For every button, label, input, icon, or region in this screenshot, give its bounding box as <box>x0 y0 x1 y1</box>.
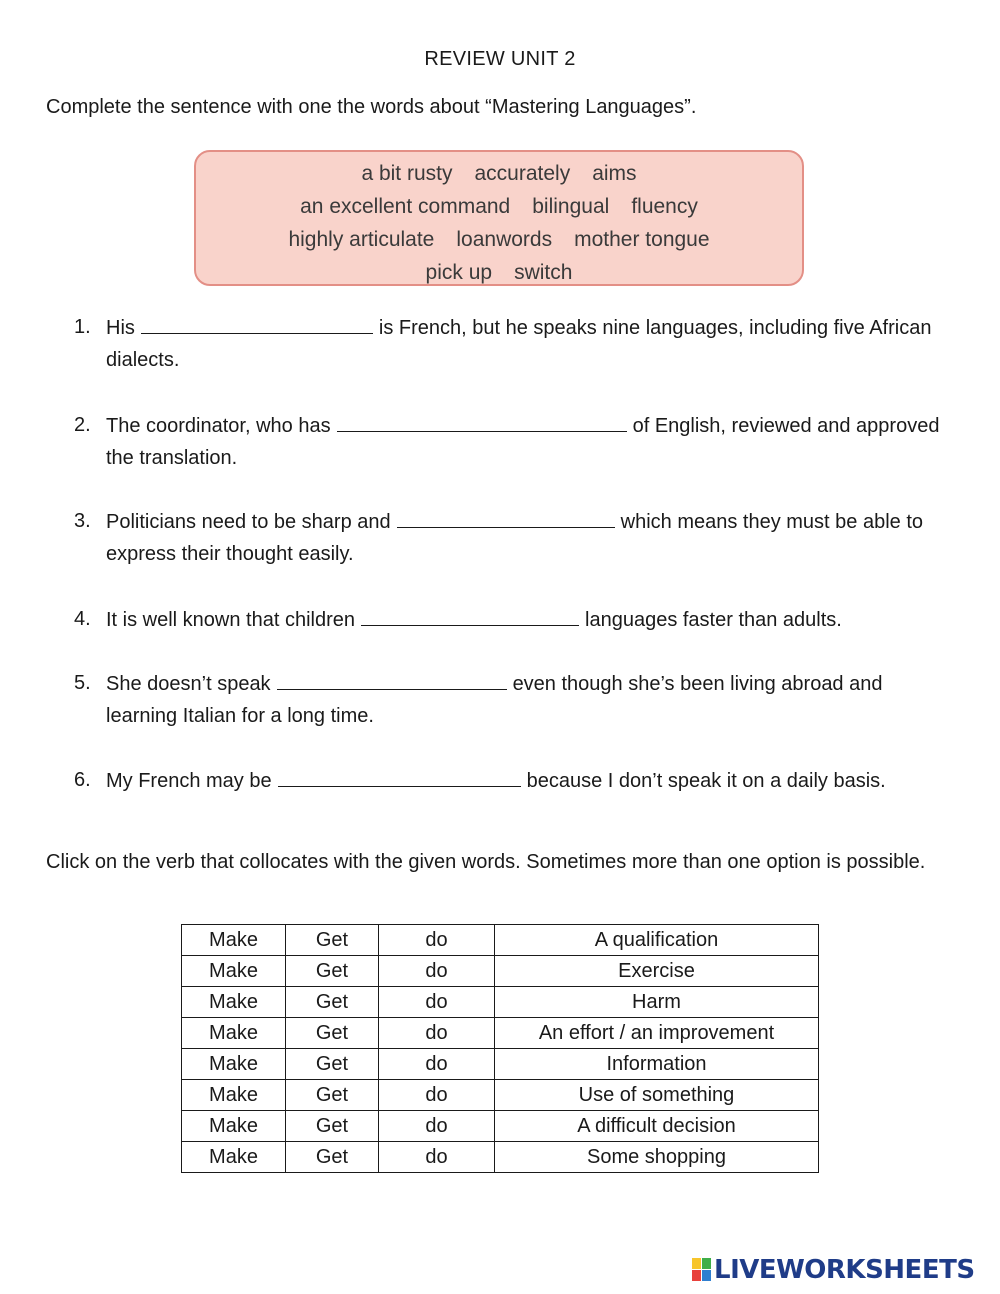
sentence-before: She doesn’t speak <box>106 673 271 695</box>
option-make[interactable]: Make <box>182 956 286 987</box>
table-row <box>182 1049 819 1080</box>
answer-blank-6[interactable] <box>278 764 521 787</box>
logo-text: LIVEWORKSHEETS <box>714 1255 975 1285</box>
page-title: REVIEW UNIT 2 <box>424 48 576 70</box>
sentence-before: The coordinator, who has <box>106 415 331 437</box>
table-row <box>182 987 819 1018</box>
table-row <box>182 925 819 956</box>
answer-blank-2[interactable] <box>337 409 627 432</box>
collocation-phrase: A qualification <box>495 925 819 956</box>
option-get[interactable]: Get <box>286 1018 379 1049</box>
option-get[interactable]: Get <box>286 925 379 956</box>
collocation-phrase: Information <box>495 1049 819 1080</box>
sentence-before: Politicians need to be sharp and <box>106 511 391 533</box>
sentence-after: even though she’s been living abroad and learning Italian for a long time. <box>106 673 883 727</box>
sentence-after: which means they must be able to express their thought easily. <box>106 511 924 565</box>
collocation-phrase: A difficult decision <box>495 1111 819 1142</box>
sentence-item <box>74 409 954 474</box>
option-do[interactable]: do <box>379 1142 495 1173</box>
collocation-table <box>181 924 819 1173</box>
word-bank-line <box>196 157 802 190</box>
option-make[interactable]: Make <box>182 1142 286 1173</box>
word-bank-item: pick up <box>425 261 493 284</box>
collocation-phrase: Use of something <box>495 1080 819 1111</box>
sentence-after: is French, but he speaks nine languages, including five African dialects. <box>106 317 932 371</box>
option-do[interactable]: do <box>379 987 495 1018</box>
option-make[interactable]: Make <box>182 925 286 956</box>
sentence-before: His <box>106 317 135 339</box>
sentence-item <box>74 764 954 797</box>
sentence-item <box>74 505 954 570</box>
word-bank-item: an excellent command <box>300 195 511 218</box>
option-do[interactable]: do <box>379 1049 495 1080</box>
option-make[interactable]: Make <box>182 1080 286 1111</box>
option-do[interactable]: do <box>379 1111 495 1142</box>
option-get[interactable]: Get <box>286 987 379 1018</box>
answer-blank-4[interactable] <box>361 603 579 626</box>
sentence-item <box>74 667 954 732</box>
sentence-number: 1. <box>74 316 91 338</box>
answer-blank-3[interactable] <box>397 505 615 528</box>
sentence-number: 2. <box>74 414 91 436</box>
word-bank-item: accurately <box>474 162 571 185</box>
table-row <box>182 1142 819 1173</box>
table-row <box>182 1111 819 1142</box>
instruction-collocations: Click on the verb that collocates with the given words. Sometimes more than one option is possible. <box>46 851 926 873</box>
option-make[interactable]: Make <box>182 1111 286 1142</box>
option-get[interactable]: Get <box>286 1080 379 1111</box>
option-get[interactable]: Get <box>286 1049 379 1080</box>
sentence-text <box>106 603 954 636</box>
sentence-item <box>74 603 954 636</box>
collocation-phrase: Exercise <box>495 956 819 987</box>
word-bank-line <box>196 223 802 256</box>
sentence-number: 4. <box>74 608 91 630</box>
sentence-before: It is well known that children <box>106 609 356 631</box>
word-bank-item: fluency <box>631 195 698 218</box>
instruction-fill-blanks: Complete the sentence with one the words about “Mastering Languages”. <box>46 96 697 118</box>
collocation-phrase: Some shopping <box>495 1142 819 1173</box>
sentence-number: 3. <box>74 510 91 532</box>
option-make[interactable]: Make <box>182 1049 286 1080</box>
collocation-phrase: An effort / an improvement <box>495 1018 819 1049</box>
word-bank-item: highly articulate <box>288 228 435 251</box>
word-bank-item: aims <box>592 162 637 185</box>
word-bank-item: switch <box>514 261 573 284</box>
word-bank-item: loanwords <box>456 228 553 251</box>
word-bank-line <box>196 190 802 223</box>
sentence-text <box>106 505 954 570</box>
liveworksheets-logo <box>692 1255 975 1285</box>
word-bank <box>194 150 804 286</box>
sentence-item <box>74 311 954 376</box>
sentence-after: languages faster than adults. <box>585 609 842 631</box>
sentence-after: because I don’t speak it on a daily basis. <box>526 770 886 792</box>
option-do[interactable]: do <box>379 1018 495 1049</box>
option-get[interactable]: Get <box>286 1111 379 1142</box>
table-row <box>182 956 819 987</box>
answer-blank-5[interactable] <box>277 667 507 690</box>
sentence-text <box>106 764 954 797</box>
sentence-text <box>106 409 954 474</box>
table-row <box>182 1080 819 1111</box>
word-bank-item: mother tongue <box>574 228 710 251</box>
option-make[interactable]: Make <box>182 987 286 1018</box>
word-bank-item: a bit rusty <box>361 162 453 185</box>
option-do[interactable]: do <box>379 1080 495 1111</box>
answer-blank-1[interactable] <box>141 311 373 334</box>
sentence-text <box>106 311 954 376</box>
sentence-number: 6. <box>74 769 91 791</box>
option-get[interactable]: Get <box>286 1142 379 1173</box>
option-get[interactable]: Get <box>286 956 379 987</box>
word-bank-line <box>196 256 802 289</box>
word-bank-item: bilingual <box>532 195 610 218</box>
sentence-text <box>106 667 954 732</box>
table-row <box>182 1018 819 1049</box>
option-make[interactable]: Make <box>182 1018 286 1049</box>
option-do[interactable]: do <box>379 956 495 987</box>
sentence-before: My French may be <box>106 770 272 792</box>
collocation-phrase: Harm <box>495 987 819 1018</box>
logo-mark-icon <box>692 1258 712 1282</box>
option-do[interactable]: do <box>379 925 495 956</box>
sentence-after: of English, reviewed and approved the translation. <box>106 415 940 469</box>
sentence-number: 5. <box>74 672 91 694</box>
